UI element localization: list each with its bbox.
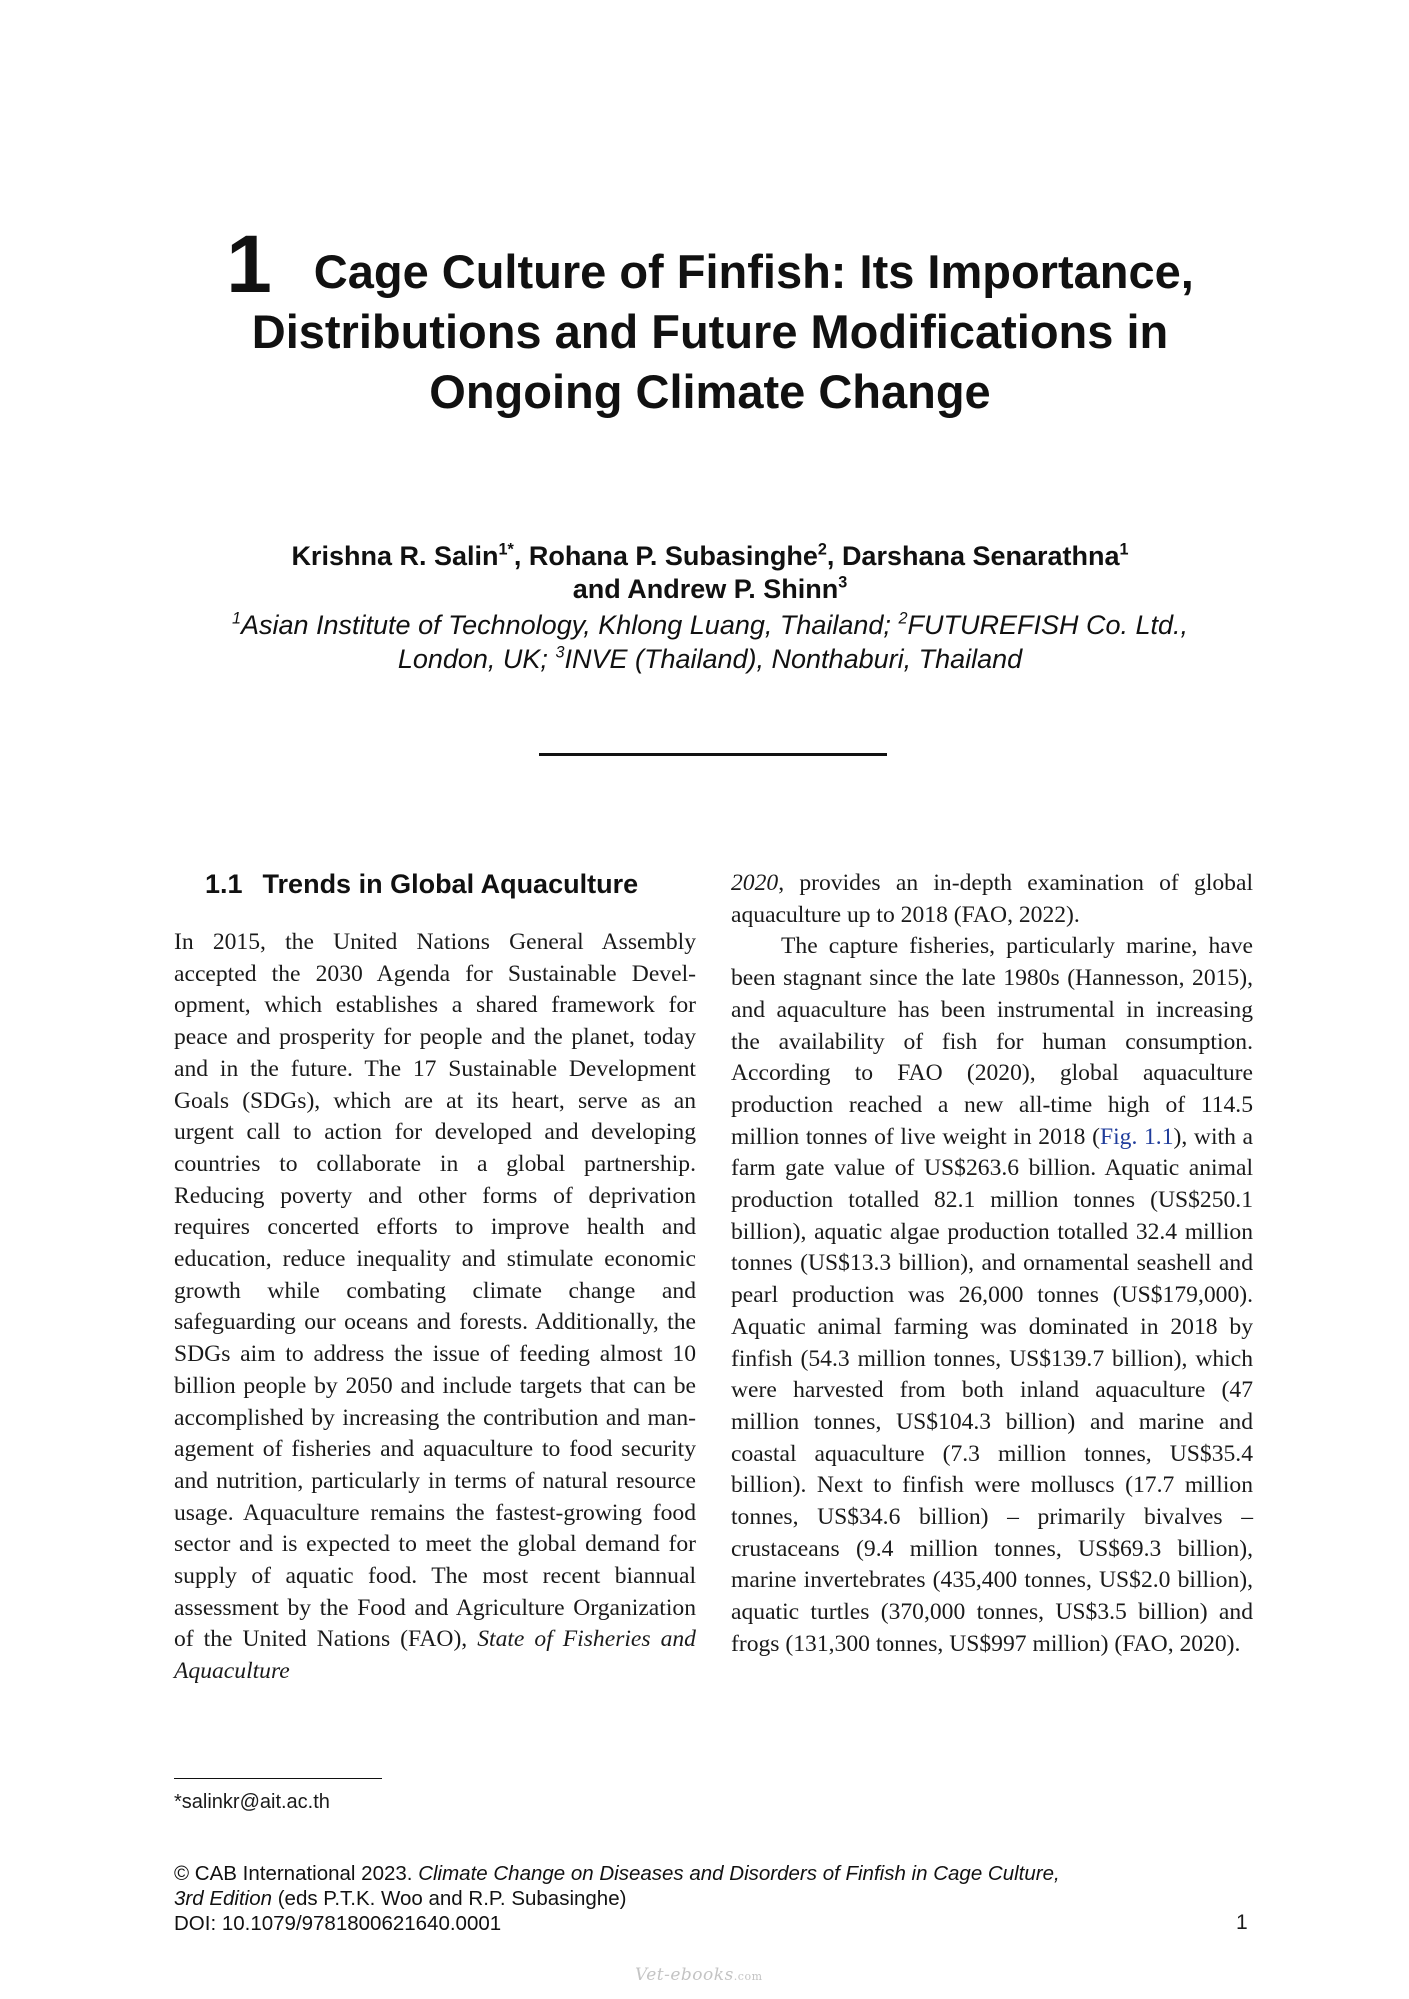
affiliation-text: INVE (Thailand), Nonthaburi, Thailand: [564, 644, 1023, 674]
body-paragraph: [731, 931, 1253, 1660]
section-heading: [205, 868, 696, 900]
affiliation-line-1: [160, 608, 1260, 642]
chapter-title-line-3: Ongoing Climate Change: [429, 365, 991, 418]
body-text: ), with a farm gate value of US$263.6 billion. Aquatic animal production totalled 82.1 million tonnes (US$250.1 billion), aquatic algae production totalled 32.4 million tonnes (US$13.3 billion), and ornamental seashell and pearl production was 26,000 tonnes (US$179,000). Aquatic animal farming was dominated in 2018 by finfish (54.3 million tonnes, US$139.7 billion), which were harvested from both inland aquaculture (47 million tonnes, US$104.3 billion) and marine and coastal aquaculture (7.3 million tonnes, US$35.4 billion). Next to finfish were molluscs (17.7 million tonnes, US$34.6 billion) – primarily bivalves – crustaceans (9.4 million tonnes, US$69.3 billion), marine invertebrates (435,400 tonnes, US$2.0 billion), aquatic turtles (370,000 tonnes, US$3.5 billion) and frogs (131,300 tonnes, US$997 million) (FAO, 2020).: [731, 1123, 1253, 1657]
affiliation-mark: 2: [898, 609, 908, 628]
author-name: Krishna R. Salin: [291, 541, 499, 571]
footnote-divider: [174, 1778, 382, 1779]
chapter-number: 1: [226, 219, 272, 310]
body-paragraph: [731, 868, 1253, 931]
right-column: [731, 868, 1253, 1661]
chapter-heading: [160, 219, 1260, 422]
affiliation-text: London, UK;: [397, 644, 548, 674]
copyright-prefix: © CAB International 2023.: [174, 1862, 413, 1885]
book-title: Climate Change on Diseases and Disorders of Finfish in Cage Culture,: [418, 1862, 1060, 1885]
copyright-line-2: [174, 1886, 1254, 1911]
affiliation-line-2: [160, 642, 1260, 676]
body-text: , provides an in-depth examination of global aquaculture up to 2018 (FAO, 2022).: [731, 870, 1253, 928]
affiliation-mark: 3: [555, 643, 565, 662]
author-affiliation-mark: 1*: [498, 540, 514, 559]
affiliation-list: [160, 608, 1260, 676]
author-name: Rohana P. Subasinghe: [528, 541, 818, 571]
author-affiliation-mark: 2: [817, 540, 827, 559]
author-name: Andrew P. Shinn: [627, 574, 839, 604]
watermark-suffix: .com: [733, 1970, 763, 1983]
publication-year: 2020: [731, 870, 779, 896]
book-edition: 3rd Edition: [174, 1887, 273, 1910]
author-affiliation-mark: 1: [1119, 540, 1129, 559]
section-title: Trends in Global Aquaculture: [262, 869, 639, 899]
author-line-1: Krishna R. Salin$^{1*}$, Rohana P. Subasinghe$^2$, Darshana Senarathna$^1$: [291, 540, 1129, 571]
publication-title: State of Fisheries and Aquaculture: [174, 1626, 696, 1685]
book-editors: (eds P.T.K. Woo and R.P. Subasinghe): [277, 1887, 627, 1910]
body-paragraph: [174, 927, 696, 1688]
chapter-title-text-1: Cage Culture of Finfish: Its Importance,: [313, 245, 1194, 298]
watermark-text: Vet-ebooks: [635, 1965, 734, 1985]
watermark: [635, 1965, 763, 1985]
affiliation-text: FUTUREFISH Co. Ltd.,: [907, 610, 1189, 640]
author-line-2: [160, 573, 1260, 606]
figure-reference-link[interactable]: Fig. 1.1: [1099, 1123, 1174, 1150]
author-name: Darshana Senarathna: [841, 541, 1120, 571]
copyright-line-1: [174, 1861, 1254, 1886]
body-text: In 2015, the United Nations General Assembly accepted the 2030 Agenda for Sustainable Development, which establishes a shared framework for peace and prosperity for people and the planet, today and in the future. The 17 Sustainable Development Goals (SDGs), which are at its heart, serve as an urgent call to action for developed and developing countries to collaborate in a global partnership. Reducing poverty and other forms of deprivation requires concerted efforts to improve health and education, reduce inequality and stimulate economic growth while combating climate change and safeguarding our oceans and forests. Additionally, the SDGs aim to address the issue of feeding almost 10 billion people by 2050 and include targets that can be accomplished by increasing the contribution and management of fisheries and aquaculture to food security and nutrition, particularly in terms of natural resource usage. Aquaculture remains the fastest-growing food sector and is expected to meet the global demand for supply of aquatic food. The most recent biannual assessment by the Food and Agriculture Organization of the United Nations (FAO),: [174, 929, 696, 1653]
doi: DOI: 10.1079/9781800621640.0001: [174, 1912, 502, 1935]
author-affiliation-mark: 3: [838, 573, 848, 592]
author-joiner: and: [572, 574, 621, 604]
page-number: 1: [1236, 1911, 1248, 1934]
affiliation-mark: 1: [231, 609, 241, 628]
section-number: 1.1: [205, 869, 243, 899]
chapter-title-line-1: [160, 219, 1260, 310]
footnote-email: *salinkr@ait.ac.th: [174, 1791, 330, 1813]
affiliation-text: Asian Institute of Technology, Khlong Luang, Thailand;: [240, 610, 891, 640]
copyright-notice: [174, 1861, 1254, 1936]
chapter-title-line-2: Distributions and Future Modifications in: [251, 305, 1169, 358]
title-divider: [539, 753, 887, 756]
author-list: [160, 540, 1260, 606]
left-column: [174, 868, 696, 1688]
body-text: The capture fisheries, particularly marine, have been stagnant since the late 1980s (Hannesson, 2015), and aquaculture has been instrumental in increasing the availability of fish for human consumption. According to FAO (2020), global aquaculture production reached a new all-time high of 114.5 million tonnes of live weight in 2018 (: [731, 933, 1253, 1150]
